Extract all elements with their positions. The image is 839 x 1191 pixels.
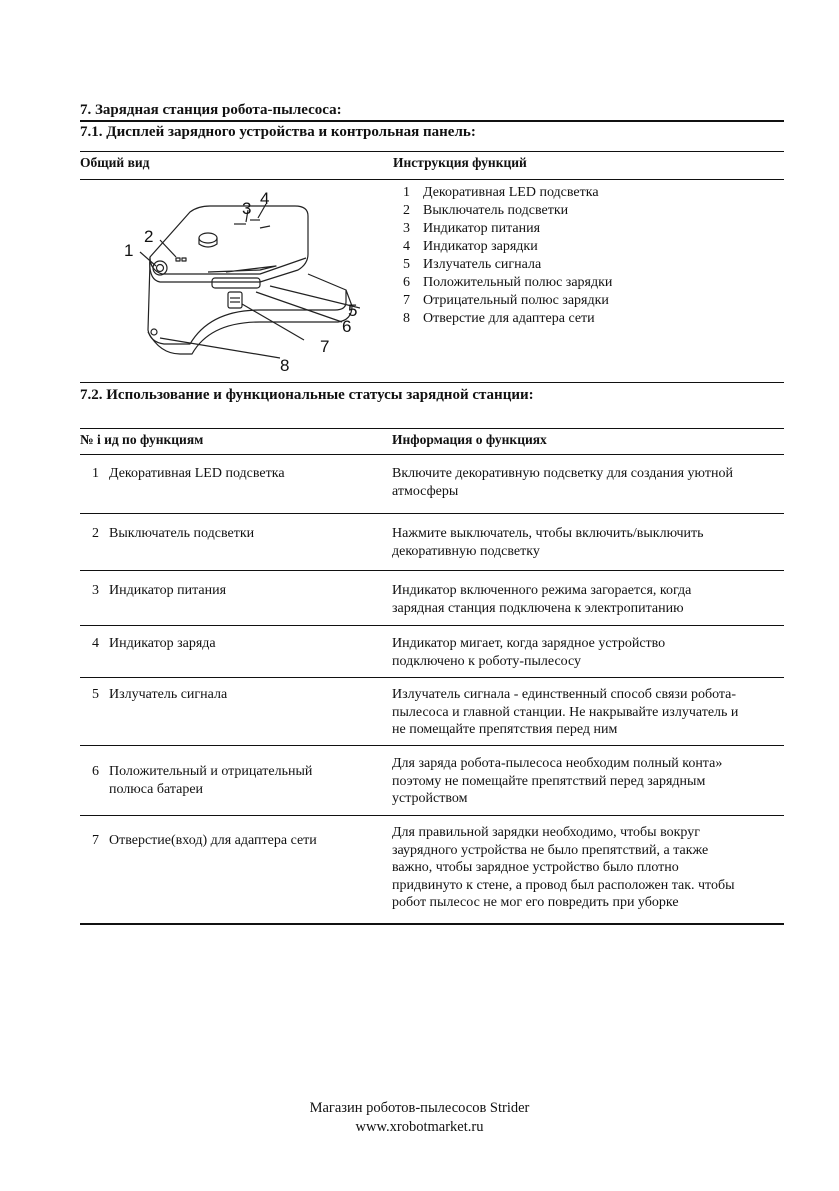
list-item: 7 Отрицательный полюс зарядки (403, 293, 609, 308)
diagram-label-6: 6 (342, 317, 352, 336)
divider (80, 745, 784, 746)
list-item: 8 Отверстие для адаптера сети (403, 311, 595, 326)
divider (80, 815, 784, 816)
subsection-title-2: 7.2. Использование и функциональные статусы зарядной станции: (80, 387, 534, 403)
divider (80, 120, 784, 122)
list-item: 3 Индикатор питания (403, 221, 541, 236)
divider (80, 513, 784, 514)
overview-col1-header: Общий вид (80, 155, 150, 170)
subsection-title-1: 7.1. Дисплей зарядного устройства и контрольная панель: (80, 124, 476, 140)
divider (80, 179, 784, 180)
diagram-label-8: 8 (280, 356, 290, 375)
footer-url: www.xrobotmarket.ru (355, 1119, 484, 1135)
divider (80, 151, 784, 152)
diagram-label-4: 4 (260, 189, 270, 208)
section-title: 7. Зарядная станция робота-пылесоса: (80, 102, 342, 118)
divider (80, 428, 784, 429)
divider (80, 625, 784, 626)
diagram-label-7: 7 (320, 337, 330, 356)
list-item: 5 Излучатель сигнала (403, 257, 542, 272)
diagram-label-3: 3 (242, 199, 252, 218)
diagram-label-2: 2 (144, 227, 154, 246)
charging-station-diagram (120, 182, 360, 377)
list-item: 6 Положительный полюс зарядки (403, 275, 613, 290)
table-col2-header: Информация о функциях (392, 432, 547, 447)
divider (80, 382, 784, 383)
footer-store-name: Магазин роботов-пылесосов Strider (309, 1100, 530, 1116)
list-item: 1 Декоративная LED подсветка (403, 185, 599, 200)
function-list (403, 184, 612, 328)
diagram-label-1: 1 (124, 241, 134, 260)
overview-col2-header: Инструкция функций (393, 155, 527, 170)
footer (0, 1099, 839, 1137)
table-col1-header: № і ид по функциям (80, 432, 204, 447)
divider (80, 454, 784, 455)
divider (80, 923, 784, 925)
divider (80, 570, 784, 571)
list-item: 2 Выключатель подсветки (403, 203, 569, 218)
list-item: 4 Индикатор зарядки (403, 239, 538, 254)
diagram-label-5: 5 (348, 301, 358, 320)
divider (80, 677, 784, 678)
